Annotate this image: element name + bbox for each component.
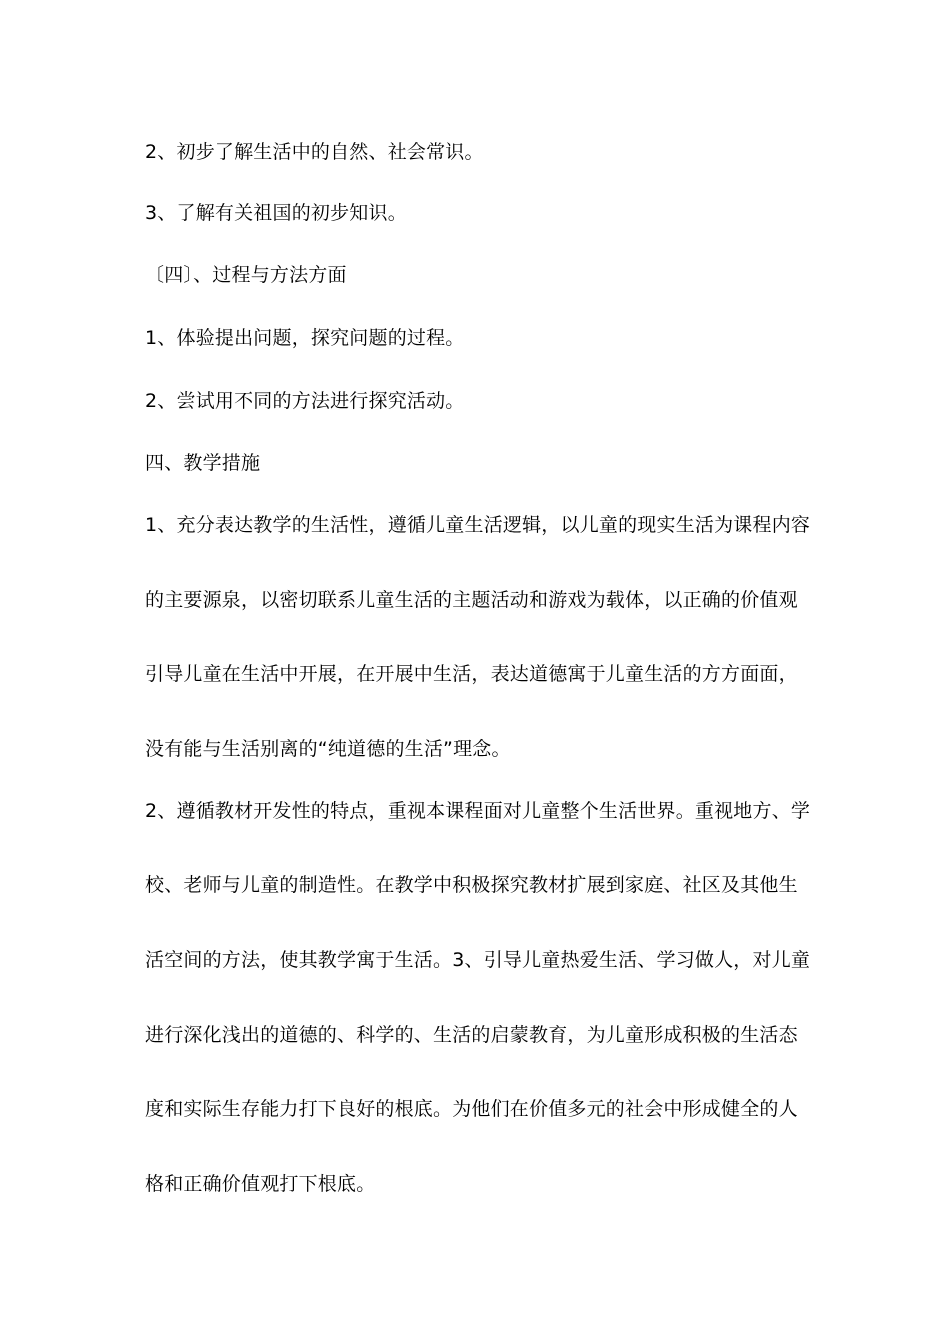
paragraph-line: 度和实际生存能力打下良好的根底。为他们在价值多元的社会中形成健全的人 [145,1098,798,1120]
paragraph-line: 进行深化浅出的道德的、科学的、生活的启蒙教育，为儿童形成积极的生活态 [145,1024,798,1046]
paragraph-line: 的主要源泉，以密切联系儿童生活的主题活动和游戏为载体，以正确的价值观 [145,589,798,611]
paragraph-line: 没有能与生活别离的“纯道德的生活”理念。 [145,738,511,760]
paragraph-line: 活空间的方法，使其教学寓于生活。3、引导儿童热爱生活、学习做人，对儿童 [145,949,811,971]
paragraph-line: 2、遵循教材开发性的特点，重视本课程面对儿童整个生活世界。重视地方、学 [145,800,811,822]
paragraph-line: 1、充分表达教学的生活性，遵循儿童生活逻辑，以儿童的现实生活为课程内容 [145,514,811,536]
section-heading-teaching-measures: 四、教学措施 [145,452,261,474]
text-line-knowledge-3: 3、了解有关祖国的初步知识。 [145,202,407,224]
text-line-process-1: 1、体验提出问题，探究问题的过程。 [145,327,465,349]
section-heading-process-method: 〔四〕、过程与方法方面 [145,264,347,286]
paragraph-line: 引导儿童在生活中开展，在开展中生活，表达道德寓于儿童生活的方方面面， [145,663,798,685]
text-line-process-2: 2、尝试用不同的方法进行探究活动。 [145,390,465,412]
paragraph-line: 校、老师与儿童的制造性。在教学中积极探究教材扩展到家庭、社区及其他生 [145,874,798,896]
text-line-knowledge-2: 2、初步了解生活中的自然、社会常识。 [145,141,484,163]
paragraph-line: 格和正确价值观打下根底。 [145,1173,376,1195]
